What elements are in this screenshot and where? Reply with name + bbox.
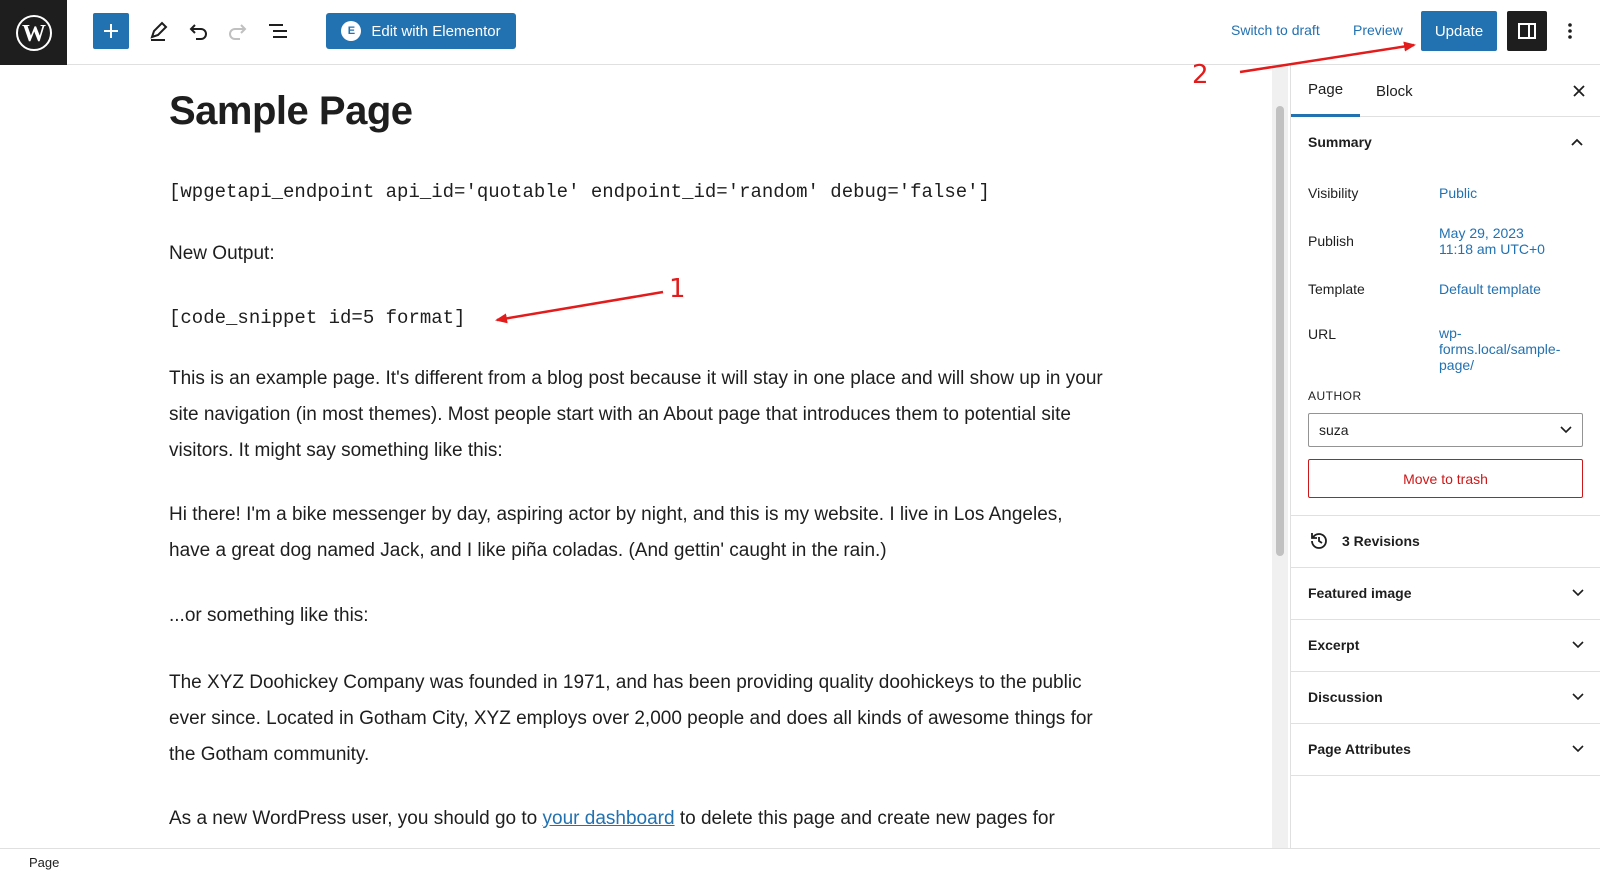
template-value[interactable]: Default template — [1439, 281, 1541, 297]
chevron-down-icon — [1572, 589, 1584, 597]
sidebar-tabs — [1291, 65, 1600, 117]
publish-label: Publish — [1308, 233, 1354, 249]
preview-link[interactable]: Preview — [1353, 22, 1403, 38]
url-label: URL — [1308, 326, 1337, 342]
page-attributes-label: Page Attributes — [1308, 741, 1411, 757]
editor-scrollbar-thumb[interactable] — [1276, 106, 1284, 556]
url-line-3: page/ — [1439, 357, 1475, 373]
featured-image-label: Featured image — [1308, 585, 1412, 601]
chevron-down-icon — [1572, 641, 1584, 649]
close-sidebar-button[interactable] — [1567, 79, 1591, 103]
publish-date: May 29, 2023 — [1439, 225, 1524, 241]
redo-icon[interactable] — [220, 13, 256, 49]
url-value[interactable] — [1439, 325, 1560, 373]
publish-time: 11:18 am UTC+0 — [1439, 241, 1545, 257]
annotation-label-1: 1 — [669, 274, 686, 304]
shortcode-block-1[interactable]: [wpgetapi_endpoint api_id='quotable' endpoint_id='random' debug='false'] — [169, 181, 990, 203]
edit-with-elementor-button[interactable] — [326, 13, 516, 49]
summary-panel-header[interactable] — [1291, 117, 1600, 167]
paragraph-1[interactable]: This is an example page. It's different from a blog post because it will stay in one place and will show up in your site navigation (in most themes). Most people start with an About page that introduces them to potential site visitors. It might say something like this: — [169, 368, 1103, 461]
elementor-icon: E — [341, 21, 361, 41]
chevron-down-icon — [1572, 693, 1584, 701]
discussion-panel[interactable] — [1291, 671, 1600, 723]
visibility-value[interactable]: Public — [1439, 185, 1478, 201]
url-line-2: forms.local/sample- — [1439, 341, 1561, 357]
author-select[interactable] — [1308, 413, 1583, 447]
author-label: AUTHOR — [1308, 389, 1362, 403]
tab-page[interactable]: Page — [1291, 65, 1360, 117]
revisions-button[interactable] — [1308, 531, 1420, 551]
add-block-button[interactable] — [93, 13, 129, 49]
author-value: suza — [1319, 422, 1349, 438]
summary-title: Summary — [1308, 134, 1372, 150]
page-title[interactable]: Sample Page — [169, 89, 413, 133]
switch-to-draft-link[interactable]: Switch to draft — [1231, 22, 1320, 38]
chevron-down-icon — [1572, 745, 1584, 753]
paragraph-5-text-after: to delete this page and create new pages for — [674, 808, 1055, 829]
pencil-icon[interactable] — [140, 13, 176, 49]
publish-date-button[interactable] — [1439, 225, 1545, 257]
editor-canvas — [0, 65, 1272, 848]
discussion-label: Discussion — [1308, 689, 1383, 705]
more-vertical-icon — [1567, 21, 1573, 41]
annotation-label-2: 2 — [1192, 60, 1209, 90]
dashboard-link[interactable]: your dashboard — [542, 808, 675, 829]
update-button[interactable]: Update — [1421, 11, 1497, 51]
excerpt-panel[interactable] — [1291, 619, 1600, 671]
visibility-label: Visibility — [1308, 185, 1359, 201]
page-attributes-panel[interactable] — [1291, 723, 1600, 775]
paragraph-new-output[interactable]: New Output: — [169, 243, 275, 264]
elementor-button-label: Edit with Elementor — [371, 22, 501, 40]
revisions-label: 3 Revisions — [1342, 533, 1420, 549]
settings-sidebar — [1290, 65, 1600, 848]
sidebar-divider — [1291, 775, 1600, 776]
wordpress-logo-icon[interactable] — [0, 0, 67, 65]
move-to-trash-button[interactable]: Move to trash — [1308, 459, 1583, 498]
paragraph-3[interactable]: ...or something like this: — [169, 605, 369, 626]
paragraph-5[interactable] — [169, 801, 1109, 837]
paragraph-4[interactable]: The XYZ Doohickey Company was founded in 1971, and has been providing quality doohickeys to the public ever since. Located in Gotham City, XYZ employs over 2,000 people and does all kinds of awesome things for the Gotham community. — [169, 672, 1093, 765]
undo-icon[interactable] — [180, 13, 216, 49]
featured-image-panel[interactable] — [1291, 567, 1600, 619]
paragraph-5-text-before: As a new WordPress user, you should go to — [169, 808, 543, 829]
history-icon — [1308, 530, 1330, 552]
url-line-1: wp- — [1439, 325, 1462, 341]
breadcrumb[interactable]: Page — [29, 855, 60, 870]
paragraph-2[interactable]: Hi there! I'm a bike messenger by day, aspiring actor by night, and this is my website. I live in Los Angeles, have a great dog named Jack, and I like piña coladas. (And gettin' caught in the rain.) — [169, 504, 1063, 561]
excerpt-label: Excerpt — [1308, 637, 1360, 653]
tab-block[interactable]: Block — [1376, 82, 1413, 100]
sidebar-divider — [1291, 515, 1600, 516]
plus-icon — [102, 22, 120, 40]
chevron-down-icon — [1560, 426, 1572, 434]
editor-footer — [0, 848, 1600, 875]
sidebar-toggle-icon — [1517, 21, 1537, 41]
svg-text:W: W — [21, 20, 46, 47]
list-view-icon[interactable] — [260, 13, 296, 49]
more-options-button[interactable] — [1556, 13, 1584, 49]
template-label: Template — [1308, 281, 1365, 297]
close-icon — [1572, 84, 1586, 98]
editor-toolbar — [0, 0, 1600, 65]
sidebar-toggle-button[interactable] — [1507, 11, 1547, 51]
chevron-up-icon — [1570, 137, 1584, 147]
shortcode-block-2[interactable]: [code_snippet id=5 format] — [169, 307, 466, 329]
